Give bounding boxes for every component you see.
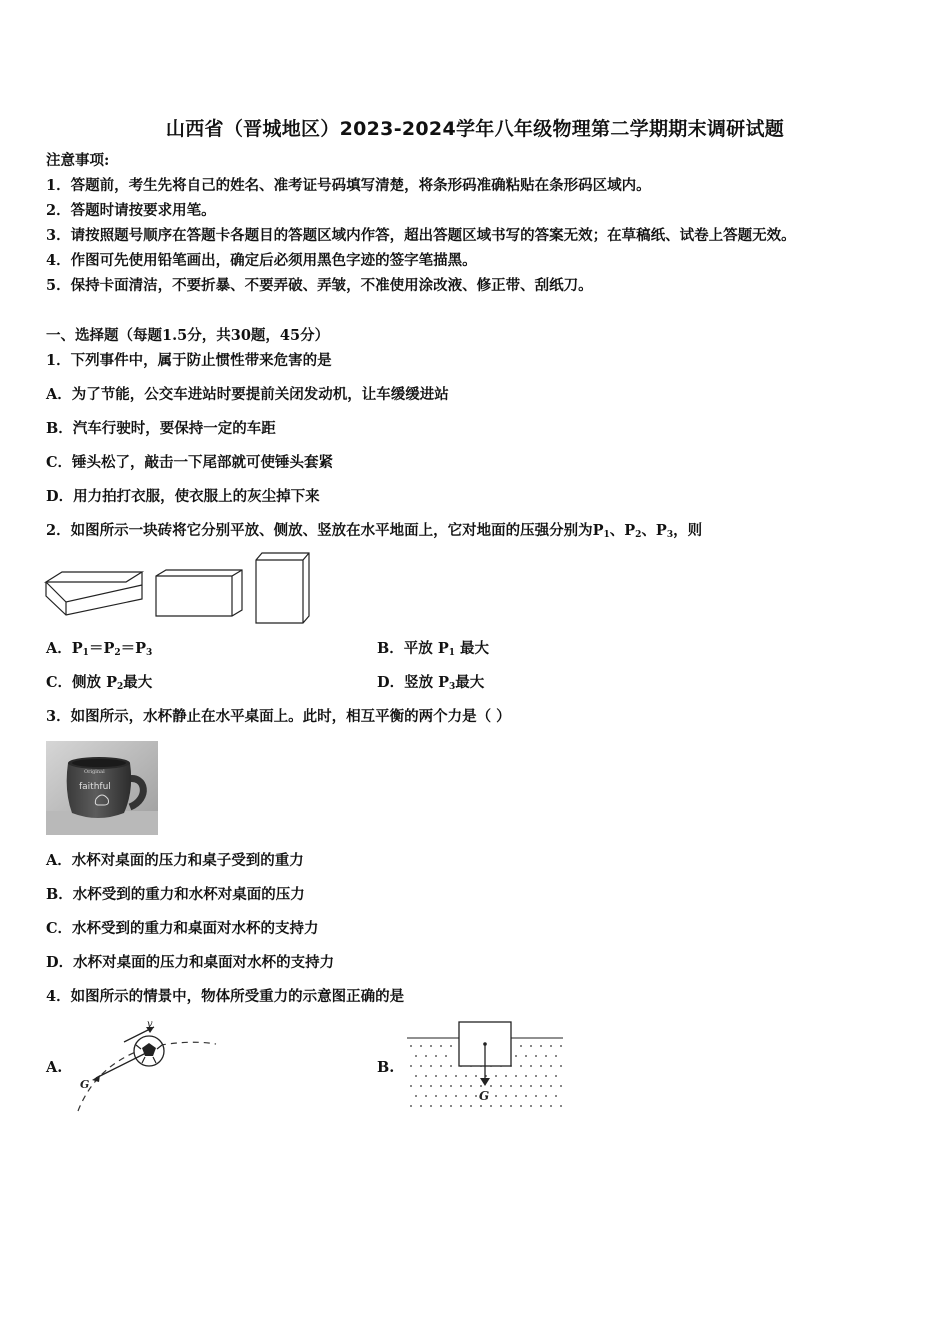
water-dot [440, 1045, 442, 1047]
water-dot [495, 1095, 497, 1097]
question-3-option-b: B．水杯受到的重力和水杯对桌面的压力 [46, 886, 305, 903]
notice-item: 5．保持卡面清洁，不要折暴、不要弄破、弄皱，不准使用涂改液、修正带、刮纸刀。 [46, 277, 593, 294]
question-3-stem: 3．如图所示，水杯静止在水平桌面上。此时，相互平衡的两个力是（ ） [46, 708, 511, 725]
water-dot [500, 1085, 502, 1087]
water-dot [560, 1085, 562, 1087]
water-dot [510, 1085, 512, 1087]
water-dot [450, 1085, 452, 1087]
page-title: 山西省（晋城地区）2023-2024学年八年级物理第二学期期末调研试题 [165, 118, 785, 140]
water-dot [495, 1075, 497, 1077]
water-dot [505, 1095, 507, 1097]
brick-figure [44, 552, 314, 627]
question-1-option-b: B．汽车行驶时，要保持一定的车距 [46, 420, 276, 437]
water-dot [465, 1075, 467, 1077]
water-dot [420, 1045, 422, 1047]
water-dot [505, 1075, 507, 1077]
water-dot [410, 1065, 412, 1067]
water-dot [545, 1055, 547, 1057]
water-dot [415, 1075, 417, 1077]
water-dot [480, 1085, 482, 1087]
water-dot [490, 1105, 492, 1107]
water-dot [515, 1095, 517, 1097]
water-dot [555, 1075, 557, 1077]
mug-top-text: Original [84, 769, 105, 775]
water-dot [445, 1095, 447, 1097]
water-dot [535, 1055, 537, 1057]
brick-flat [46, 572, 142, 615]
question-4-option-a-label: A. [46, 1059, 63, 1076]
water-dot [550, 1065, 552, 1067]
water-dot [410, 1045, 412, 1047]
label-g-a: G [80, 1078, 90, 1091]
water-dot [560, 1105, 562, 1107]
water-dot [475, 1075, 477, 1077]
water-dot [450, 1065, 452, 1067]
water-dot [465, 1095, 467, 1097]
water-dot [530, 1085, 532, 1087]
water-dot [520, 1085, 522, 1087]
water-dot [445, 1055, 447, 1057]
water-dot [520, 1105, 522, 1107]
water-dot [525, 1075, 527, 1077]
water-block-figure [405, 1020, 565, 1115]
water-dot [535, 1075, 537, 1077]
water-dot [430, 1105, 432, 1107]
question-1-option-d: D．用力拍打衣服，使衣服上的灰尘掉下来 [46, 488, 320, 505]
water-dot [455, 1095, 457, 1097]
water-dot [500, 1105, 502, 1107]
water-dot [520, 1065, 522, 1067]
water-dot [515, 1055, 517, 1057]
water-dot [440, 1105, 442, 1107]
mug-photo [46, 741, 158, 835]
water-dot [560, 1045, 562, 1047]
question-4-option-b-label: B. [377, 1059, 395, 1076]
water-dot [530, 1065, 532, 1067]
water-dot [475, 1095, 477, 1097]
water-dot [435, 1075, 437, 1077]
brick-flat-top [46, 572, 142, 582]
question-2-stem: 2．如图所示一块砖将它分别平放、侧放、竖放在水平地面上，它对地面的压强分别为$P_1$、$P_2$、$P_3$，则 [46, 522, 703, 540]
question-3-option-d: D．水杯对桌面的压力和桌面对水杯的支持力 [46, 954, 335, 971]
question-3-option-c: C．水杯受到的重力和桌面对水杯的支持力 [46, 920, 319, 937]
question-1-option-c: C．锤头松了，敲击一下尾部就可使锤头套紧 [46, 454, 334, 471]
water-dot [550, 1045, 552, 1047]
water-dot [555, 1095, 557, 1097]
water-dot [415, 1055, 417, 1057]
water-dot [460, 1085, 462, 1087]
water-dot [435, 1055, 437, 1057]
water-dot [470, 1105, 472, 1107]
water-dot [545, 1095, 547, 1097]
label-v: v [147, 1019, 153, 1030]
brick-side [156, 570, 242, 616]
water-dot [480, 1105, 482, 1107]
question-1-option-a: A．为了节能，公交车进站时要提前关闭发动机，让车缓缓进站 [46, 386, 449, 403]
water-dot [460, 1105, 462, 1107]
water-dot [560, 1065, 562, 1067]
water-dot [435, 1095, 437, 1097]
water-dot [525, 1055, 527, 1057]
water-dot [425, 1075, 427, 1077]
water-dot [440, 1065, 442, 1067]
question-2-option-b: B．平放 $P_1$ 最大 [377, 640, 490, 658]
water-dot [555, 1055, 557, 1057]
section-heading: 一、选择题（每题1.5分，共30题，45分） [46, 327, 330, 344]
notice-heading: 注意事项: [46, 152, 110, 169]
water-dot [455, 1075, 457, 1077]
water-dot [410, 1105, 412, 1107]
question-2-option-a: A．$P_1=P_2=P_3$ [46, 640, 153, 658]
label-g-b: G [479, 1089, 490, 1103]
question-2-option-d: D．竖放 $P_3$最大 [377, 674, 485, 692]
question-4-stem: 4．如图所示的情景中，物体所受重力的示意图正确的是 [46, 988, 405, 1005]
water-dot [470, 1085, 472, 1087]
water-dot [535, 1095, 537, 1097]
water-dot [445, 1075, 447, 1077]
water-dot [520, 1045, 522, 1047]
water-dot [530, 1045, 532, 1047]
notice-item: 4．作图可先使用铅笔画出，确定后必须用黑色字迹的签字笔描黑。 [46, 252, 477, 269]
question-1-stem: 1．下列事件中，属于防止惯性带来危害的是 [46, 352, 332, 369]
water-dot [420, 1065, 422, 1067]
question-2-option-c: C．侧放 $P_2$最大 [46, 674, 153, 692]
water-dot [550, 1105, 552, 1107]
water-dot [425, 1095, 427, 1097]
water-dot [540, 1065, 542, 1067]
water-dot [525, 1095, 527, 1097]
water-dot [510, 1105, 512, 1107]
water-dot [425, 1055, 427, 1057]
question-3-option-a: A．水杯对桌面的压力和桌子受到的重力 [46, 852, 304, 869]
mug-text: faithful [79, 782, 111, 792]
water-dot [430, 1085, 432, 1087]
water-dot [440, 1085, 442, 1087]
notice-item: 3．请按照题号顺序在答题卡各题目的答题区域内作答，超出答题区域书写的答案无效；在草稿纸、试卷上答题无效。 [46, 227, 796, 244]
water-dot [415, 1095, 417, 1097]
water-dot [430, 1045, 432, 1047]
water-dot [410, 1085, 412, 1087]
water-dot [530, 1105, 532, 1107]
water-dot [420, 1105, 422, 1107]
water-dot [515, 1075, 517, 1077]
water-dot [450, 1045, 452, 1047]
water-dot [545, 1075, 547, 1077]
water-dot [550, 1085, 552, 1087]
water-dot [420, 1085, 422, 1087]
water-dot [540, 1045, 542, 1047]
water-dot [540, 1105, 542, 1107]
water-dot [490, 1085, 492, 1087]
brick-vertical [256, 553, 309, 623]
notice-item: 2．答题时请按要求用笔。 [46, 202, 216, 219]
ball-figure [66, 1015, 226, 1115]
water-dot [430, 1065, 432, 1067]
notice-item: 1．答题前，考生先将自己的姓名、准考证号码填写清楚，将条形码准确粘贴在条形码区域内。 [46, 177, 651, 194]
water-dot [540, 1085, 542, 1087]
water-dot [450, 1105, 452, 1107]
